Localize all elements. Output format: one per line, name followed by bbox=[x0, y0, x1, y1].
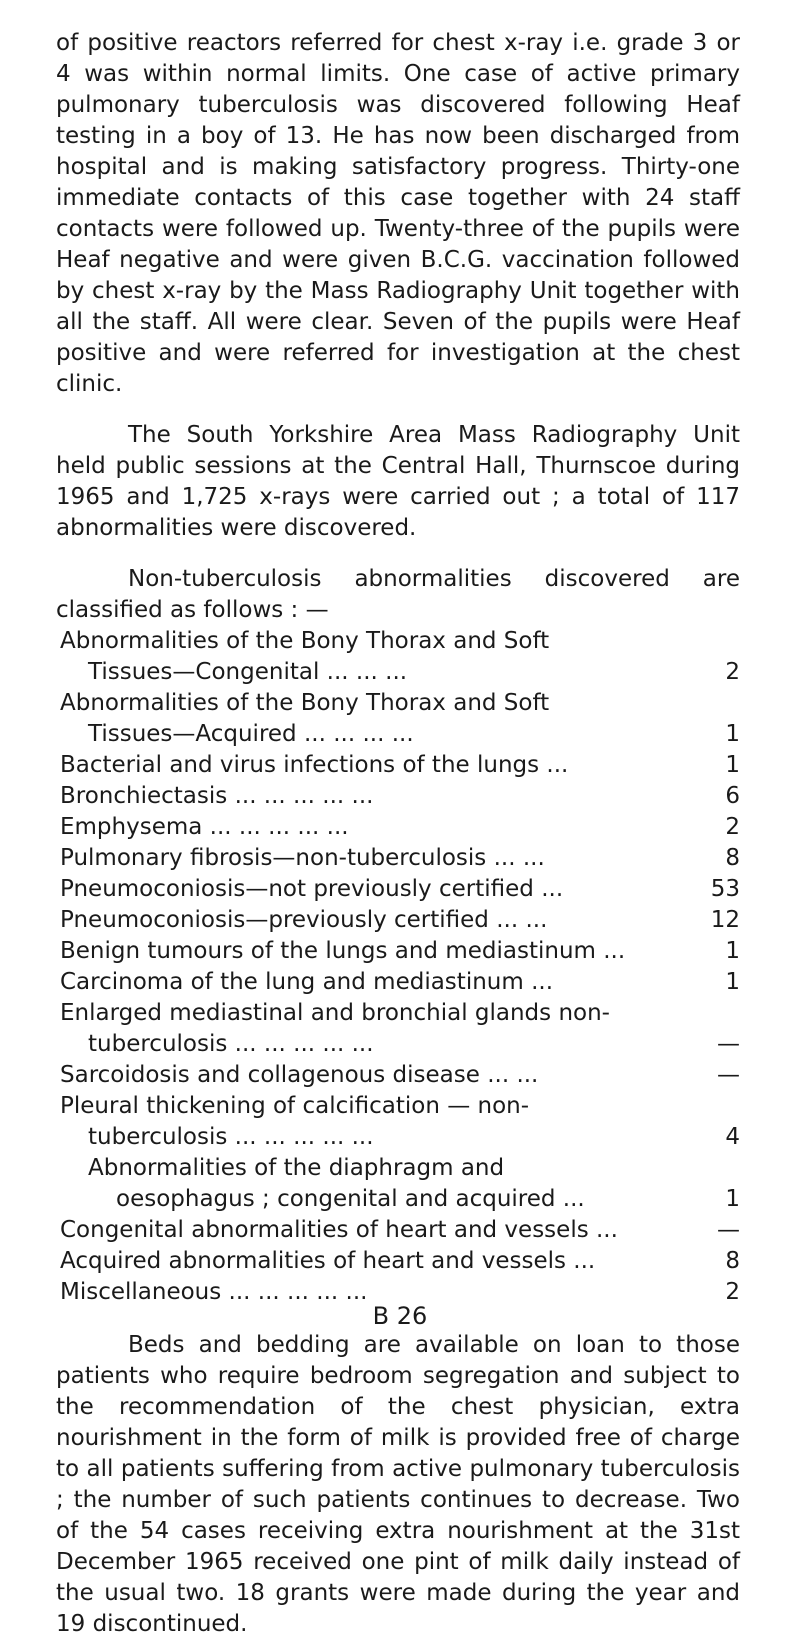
table-row bbox=[60, 1246, 740, 1277]
row-label-line: Pleural thickening of calcification — non- bbox=[60, 1093, 530, 1119]
row-label-line: Carcinoma of the lung and mediastinum ... bbox=[60, 969, 554, 995]
row-label-continuation: Tissues—Acquired ... ... ... ... bbox=[88, 721, 414, 747]
row-label bbox=[60, 874, 680, 905]
paragraph-mass-radiography: The South Yorkshire Area Mass Radiography Unit held public sessions at the Central Hall, Thurnscoe during 1965 and 1,725 x-rays were carried out ; a total of 117 abnormalities were discovered. bbox=[56, 422, 740, 541]
row-label-continuation: tuberculosis ... ... ... ... ... bbox=[88, 1124, 374, 1150]
row-label-line: Bronchiectasis ... ... ... ... ... bbox=[60, 783, 374, 809]
row-value: 1 bbox=[725, 721, 740, 747]
paragraph-classification-intro: Non-tuberculosis abnormalities discovered are classified as follows : — bbox=[56, 566, 740, 623]
row-label bbox=[60, 1153, 680, 1215]
row-label bbox=[60, 1060, 680, 1091]
row-value: 1 bbox=[725, 969, 740, 995]
row-label-line: Miscellaneous ... ... ... ... ... bbox=[60, 1279, 368, 1305]
row-value: 1 bbox=[725, 752, 740, 778]
row-value: 6 bbox=[725, 783, 740, 809]
row-label bbox=[60, 905, 680, 936]
row-value: 1 bbox=[725, 1186, 740, 1212]
row-value: — bbox=[717, 1062, 740, 1088]
row-value: 8 bbox=[725, 1248, 740, 1274]
table-row bbox=[60, 874, 740, 905]
table-row bbox=[60, 1091, 740, 1153]
row-label bbox=[60, 936, 680, 967]
row-label-line: Bacterial and virus infections of the lungs ... bbox=[60, 752, 569, 778]
table-row bbox=[60, 1153, 740, 1215]
row-value: 4 bbox=[725, 1124, 740, 1150]
page-number: B 26 bbox=[372, 1302, 428, 1330]
paragraph-beds-bedding: Beds and bedding are available on loan to those patients who require bedroom segregation and subject to the recommendation of the chest physician, extra nourishment in the form of milk is provided free of charge to all patients suffering from active pulmonary tuberculosis ; the number of such patients continues to decrease. Two of the 54 cases receiving extra nourishment at the 31st December 1965 received one pint of milk daily instead of the usual two. 18 grants were made during the year and 19 discontinued. bbox=[56, 1332, 740, 1637]
row-label-continuation: Tissues—Congenital ... ... ... bbox=[88, 659, 408, 685]
paragraph-tuberculosis-case: of positive reactors referred for chest x-ray i.e. grade 3 or 4 was within normal limits. One case of active primary pulmonary tuberculosis was discovered following Heaf testing in a boy of 13. He has now been discharged from hospital and is making satisfactory progress. Thirty-one immediate contacts of this case together with 24 staff contacts were followed up. Twenty-three of the pupils were Heaf negative and were given B.C.G. vaccination followed by chest x-ray by the Mass Radiography Unit together with all the staff. All were clear. Seven of the pupils were Heaf positive and were referred for investigation at the chest clinic. bbox=[56, 30, 740, 397]
row-value: — bbox=[717, 1031, 740, 1057]
row-label-line: Acquired abnormalities of heart and vessels ... bbox=[60, 1248, 596, 1274]
row-label-line: Abnormalities of the Bony Thorax and Soft bbox=[60, 690, 550, 716]
row-label-line: Benign tumours of the lungs and mediastinum ... bbox=[60, 938, 626, 964]
row-label-line: Sarcoidosis and collagenous disease ... ... bbox=[60, 1062, 539, 1088]
table-row bbox=[60, 843, 740, 874]
row-label-line: Abnormalities of the diaphragm and bbox=[88, 1155, 505, 1181]
abnormalities-table bbox=[60, 626, 740, 1308]
row-label bbox=[60, 843, 680, 874]
row-label bbox=[60, 1246, 680, 1277]
row-label bbox=[60, 1215, 680, 1246]
table-row bbox=[60, 1060, 740, 1091]
row-label bbox=[60, 812, 680, 843]
row-label bbox=[60, 781, 680, 812]
row-label bbox=[60, 967, 680, 998]
row-label bbox=[60, 1091, 680, 1153]
table-row bbox=[60, 812, 740, 843]
row-value: 12 bbox=[710, 907, 740, 933]
table-row bbox=[60, 936, 740, 967]
row-value: — bbox=[717, 1217, 740, 1243]
table-row bbox=[60, 967, 740, 998]
table-row bbox=[60, 626, 740, 688]
row-label-continuation: oesophagus ; congenital and acquired ... bbox=[116, 1186, 585, 1212]
table-row bbox=[60, 688, 740, 750]
row-label-line: Pneumoconiosis—not previously certified ... bbox=[60, 876, 564, 902]
row-label-continuation: tuberculosis ... ... ... ... ... bbox=[88, 1031, 374, 1057]
row-label-line: Pneumoconiosis—previously certified ... ... bbox=[60, 907, 548, 933]
row-label bbox=[60, 688, 680, 750]
table-row bbox=[60, 1215, 740, 1246]
table-row bbox=[60, 998, 740, 1060]
row-value: 8 bbox=[725, 845, 740, 871]
row-label bbox=[60, 626, 680, 688]
row-value: 2 bbox=[725, 814, 740, 840]
row-label bbox=[60, 750, 680, 781]
row-label-line: Emphysema ... ... ... ... ... bbox=[60, 814, 349, 840]
row-label-line: Pulmonary fibrosis—non-tuberculosis ... ... bbox=[60, 845, 545, 871]
row-label-line: Congenital abnormalities of heart and vessels ... bbox=[60, 1217, 618, 1243]
row-value: 53 bbox=[710, 876, 740, 902]
table-row bbox=[60, 905, 740, 936]
row-label-line: Abnormalities of the Bony Thorax and Soft bbox=[60, 628, 550, 654]
table-row bbox=[60, 781, 740, 812]
row-label-line: Enlarged mediastinal and bronchial glands non- bbox=[60, 1000, 610, 1026]
table-row bbox=[60, 750, 740, 781]
row-label bbox=[60, 998, 680, 1060]
row-value: 2 bbox=[725, 1279, 740, 1305]
row-value: 2 bbox=[725, 659, 740, 685]
row-value: 1 bbox=[725, 938, 740, 964]
